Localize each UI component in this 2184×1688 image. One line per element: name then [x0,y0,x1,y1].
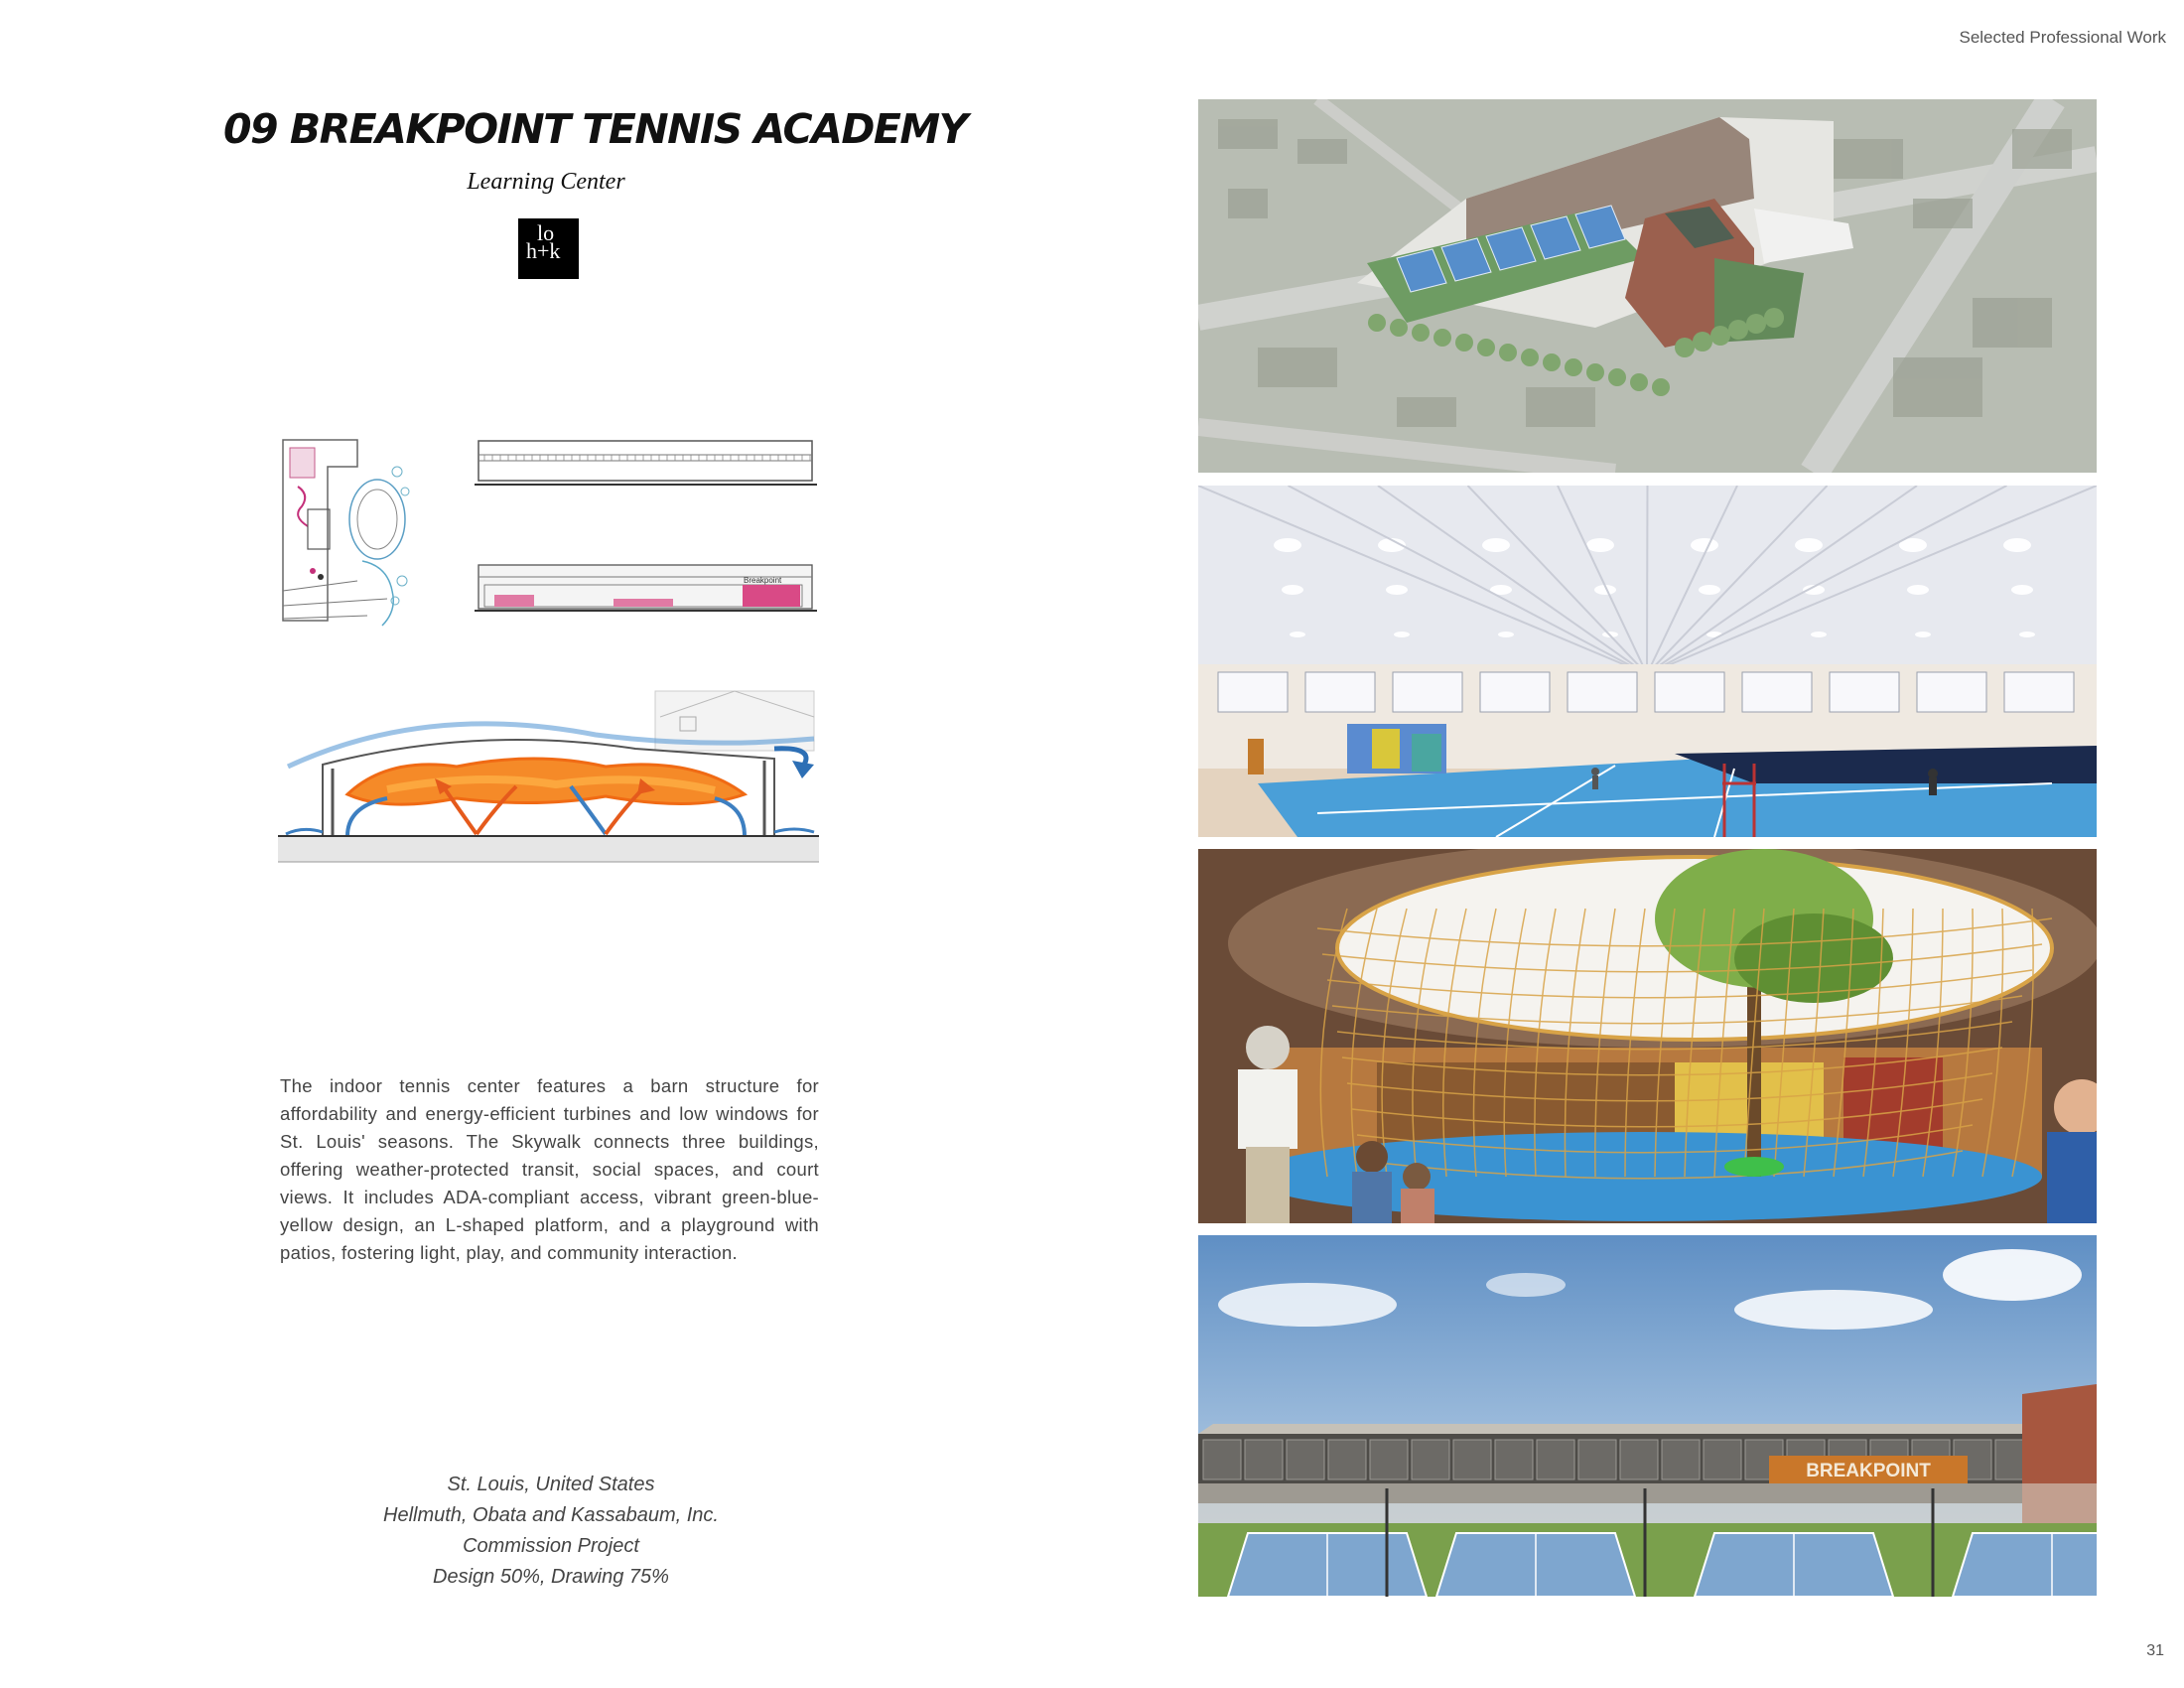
hok-logo [518,218,579,279]
site-plan-drawing [278,432,417,631]
south-elevation-drawing [475,561,817,617]
project-type: Commission Project [463,1535,639,1557]
exterior-rendering [1198,1235,2097,1597]
project-title: 09 BREAKPOINT TENNIS ACADEMY [223,105,967,153]
logo-text-bottom: h+k [526,238,561,263]
aerial-rendering [1198,99,2097,473]
facade-sign-text: BREAKPOINT [1806,1461,1931,1481]
project-firm: Hellmuth, Obata and Kassabaum, Inc. [383,1504,719,1526]
project-subtitle: Learning Center [467,169,625,195]
airflow-section-diagram [278,687,819,866]
page-number: 31 [2146,1642,2164,1659]
elevation-sign-text: Breakpoint [744,576,782,585]
section-label: Selected Professional Work [1959,28,2166,47]
project-description: The indoor tennis center features a barn structure for affordability and energy-efficient turbines and low windows for St. Louis' seasons. The Skywalk connects three buildings, offering weather-protected transit, social spaces, and court views. It includes ADA-compliant access, vibrant green-blue-yellow design, an L-shaped platform, and a playground with patios, fostering light, play, and community interaction. [280,1075,819,1263]
playground-rendering [1198,849,2097,1223]
project-contribution: Design 50%, Drawing 75% [433,1566,669,1588]
north-elevation-drawing [475,435,817,491]
logo-text-top: lo [537,220,555,245]
project-meta [298,1470,804,1593]
project-location: St. Louis, United States [447,1474,655,1495]
indoor-court-rendering [1198,486,2097,837]
